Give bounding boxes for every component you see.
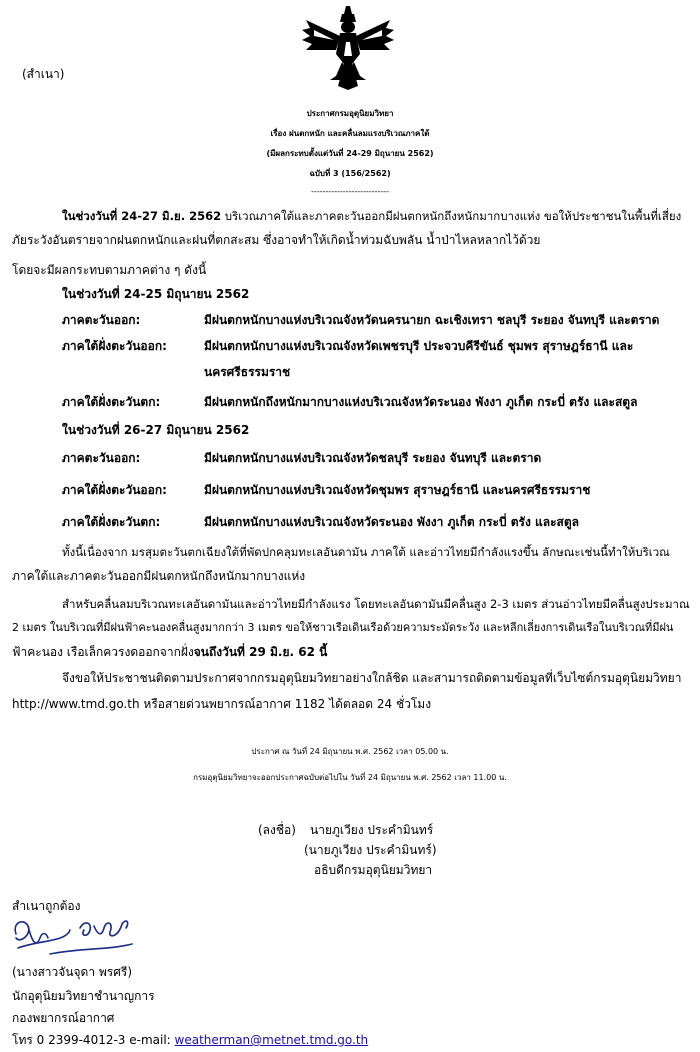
certifier-name: (นางสาวจันจุดา พรศรี) <box>12 965 132 979</box>
copy-mark: (สำเนา) <box>22 67 65 81</box>
region-forecast: มีฝนตกหนักบางแห่งบริเวณจังหวัดชลบุรี ระยอง จันทบุรี และตราด <box>204 451 542 465</box>
intro-line-2: ภัยระวังอันตรายจากฝนตกหนักและฝนที่ตกสะสม ซึ่งอาจทำให้เกิดน้ำท่วมฉับพลัน น้ำป่าไหลหลากไว้ด้วย <box>12 233 541 247</box>
contact-phone: โทร 0 2399-4012-3 e-mail: <box>12 1033 175 1047</box>
email-link[interactable]: weatherman@metnet.tmd.go.th <box>174 1033 369 1047</box>
header-divider: --------------------------- <box>311 187 389 196</box>
cause-line-1: ทั้งนี้เนื่องจาก มรสุมตะวันตกเฉียงใต้ที่พัดปกคลุมทะเลอันดามัน ภาคใต้ และอ่าวไทยมีกำลังแรงขึ้น ลักษณะเช่นนี้ทำให้บริเวณ <box>62 545 670 559</box>
effective-period: (มีผลกระทบตั้งแต่วันที่ 24-29 มิถุนายน 2562) <box>266 149 434 158</box>
region-name: ภาคตะวันออก: <box>62 451 141 465</box>
region-name: ภาคใต้ฝั่งตะวันออก: <box>62 339 167 353</box>
signatory-name: นายภูเวียง ประคำมินทร์ <box>310 823 434 837</box>
follow-line-1: จึงขอให้ประชาชนติดตามประกาศจากกรมอุตุนิยมวิทยาอย่างใกล้ชิด และสามารถติดตามข้อมูลที่เว็บไซต์กรมอุตุนิยมวิทยา <box>62 671 682 685</box>
region-name: ภาคตะวันออก: <box>62 313 141 327</box>
wave-line-3 <box>12 644 327 660</box>
period-heading: ในช่วงวันที่ 26-27 มิถุนายน 2562 <box>62 423 250 437</box>
issued-time: ประกาศ ณ วันที่ 24 มิถุนายน พ.ศ. 2562 เวลา 05.00 น. <box>251 747 449 756</box>
signatory-position: อธิบดีกรมอุตุนิยมวิทยา <box>314 863 433 877</box>
region-forecast: มีฝนตกหนักบางแห่งบริเวณจังหวัดชุมพร สุราษฎร์ธานี และนครศรีธรรมราช <box>204 483 591 497</box>
certifier-division: กองพยากรณ์อากาศ <box>12 1011 115 1025</box>
region-forecast: มีฝนตกหนักถึงหนักมากบางแห่งบริเวณจังหวัดระนอง พังงา ภูเก็ต กระบี่ ตรัง และสตูล <box>204 395 638 409</box>
region-forecast: มีฝนตกหนักบางแห่งบริเวณจังหวัดนครนายก ฉะเชิงเทรา ชลบุรี ระยอง จันทบุรี และตราด <box>204 313 660 327</box>
cause-line-2: ภาคใต้และภาคตะวันออกมีฝนตกหนักถึงหนักมากบางแห่ง <box>12 569 306 583</box>
intro-date: ในช่วงวันที่ 24-27 มิ.ย. 2562 <box>62 209 222 223</box>
wave-deadline: จนถึงวันที่ 29 มิ.ย. 62 นี้ <box>193 645 328 659</box>
region-forecast-cont: นครศรีธรรมราช <box>204 365 291 379</box>
region-forecast: มีฝนตกหนักบางแห่งบริเวณจังหวัดระนอง พังงา ภูเก็ต กระบี่ ตรัง และสตูล <box>204 515 580 529</box>
region-name: ภาคใต้ฝั่งตะวันตก: <box>62 395 161 409</box>
certifier-position: นักอุตุนิยมวิทยาชำนาญการ <box>12 989 155 1003</box>
period-heading: ในช่วงวันที่ 24-25 มิถุนายน 2562 <box>62 287 250 301</box>
region-name: ภาคใต้ฝั่งตะวันตก: <box>62 515 161 529</box>
intro-text: บริเวณภาคใต้และภาคตะวันออกมีฝนตกหนักถึงหนักมากบางแห่ง ขอให้ประชาชนในพื้นที่เสี่ยง <box>221 209 682 223</box>
handwritten-signature <box>10 908 140 960</box>
signatory-name-paren: (นายภูเวียง ประคำมินทร์) <box>304 843 437 857</box>
issue-number: ฉบับที่ 3 (156/2562) <box>309 169 391 178</box>
next-issue: กรมอุตุนิยมวิทยาจะออกประกาศฉบับต่อไปใน วันที่ 24 มิถุนายน พ.ศ. 2562 เวลา 11.00 น. <box>193 773 507 782</box>
contact-line <box>12 1032 368 1048</box>
announcement-subject: เรื่อง ฝนตกหนัก และคลื่นลมแรงบริเวณภาคใต้ <box>270 129 430 138</box>
certify-label: สำเนาถูกต้อง <box>12 899 81 913</box>
region-forecast: มีฝนตกหนักบางแห่งบริเวณจังหวัดเพชรบุรี ประจวบคีรีขันธ์ ชุมพร สุราษฎร์ธานี และ <box>204 339 634 353</box>
intro-line-3: โดยจะมีผลกระทบตามภาคต่าง ๆ ดังนี้ <box>12 263 207 277</box>
follow-line-2: http://www.tmd.go.th หรือสายด่วนพยากรณ์อากาศ 1182 ได้ตลอด 24 ชั่วโมง <box>12 697 432 711</box>
region-name: ภาคใต้ฝั่งตะวันออก: <box>62 483 167 497</box>
wave-text: ฟ้าคะนอง เรือเล็กควรงดออกจากฝั่ง <box>12 645 194 659</box>
signed-label: (ลงชื่อ) <box>258 823 296 837</box>
announcement-title: ประกาศกรมอุตุนิยมวิทยา <box>306 109 394 118</box>
garuda-emblem <box>300 6 396 90</box>
wave-line-2: 2 เมตร ในบริเวณที่มีฝนฟ้าคะนองคลื่นสูงมากกว่า 3 เมตร ขอให้ชาวเรือเดินเรือด้วยความระมัดระวัง และหลีกเลี่ยงการเดินเรือในบริเวณที่มีฝน <box>12 621 674 634</box>
wave-line-1: สำหรับคลื่นลมบริเวณทะเลอันดามันและอ่าวไทยมีกำลังแรง โดยทะเลอันดามันมีคลื่นสูง 2-3 เมตร ส่วนอ่าวไทยมีคลื่นสูงประมาณ <box>62 597 690 611</box>
intro-line-1 <box>62 208 681 224</box>
